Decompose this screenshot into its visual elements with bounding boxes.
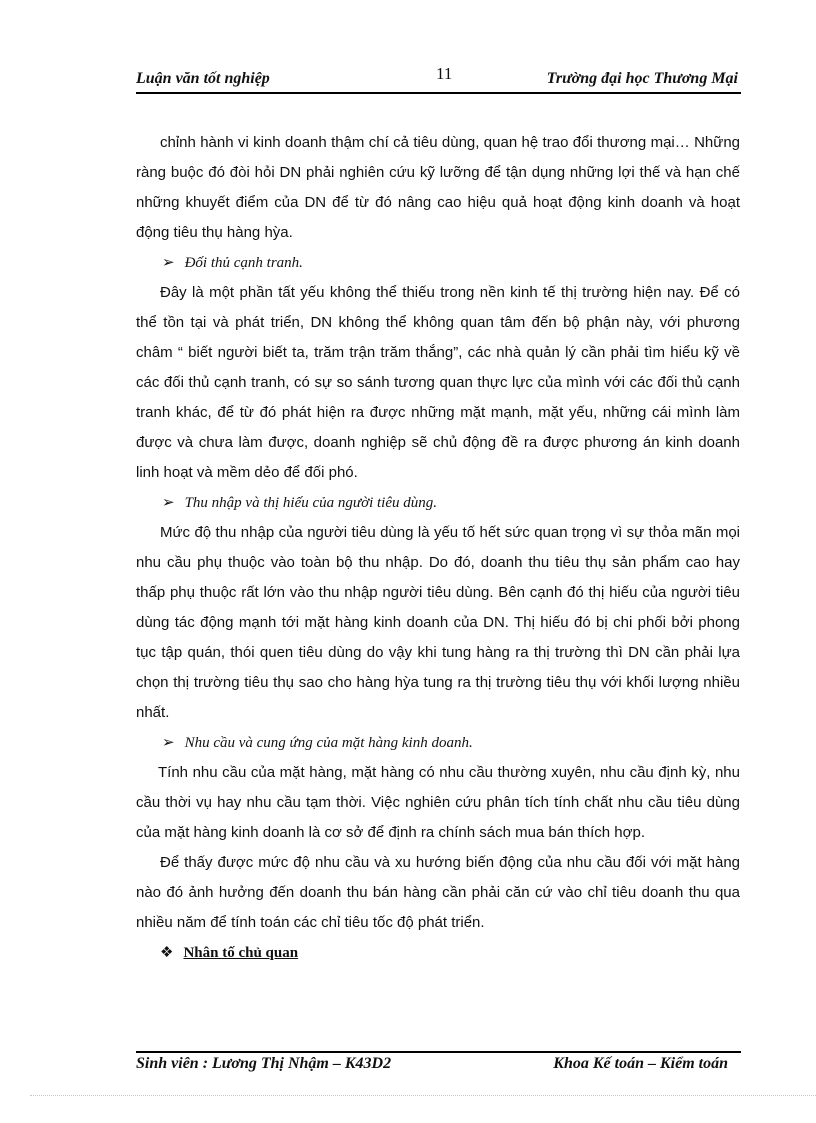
page-body	[136, 128, 740, 968]
section-subheading	[136, 938, 740, 968]
paragraph: Mức độ thu nhập của người tiêu dùng là yếu tố hết sức quan trọng vì sự thỏa mãn mọi nhu cầu phụ thuộc vào toàn bộ thu nhập. Do đó, doanh thu tiêu thụ sản phẩm cao hay thấp phụ thuộc rất lớn vào thu nhập người tiêu dùng. Bên cạnh đó thị hiếu của người tiêu dùng tác động mạnh tới mặt hàng kinh doanh của DN. Thị hiếu đó bị chi phối bởi phong tục tập quán, thói quen tiêu dùng do vậy khi tung hàng ra thị trường thì DN cần phải lựa chọn thị trường tiêu thụ sao cho hàng hỳa tung ra thị trường tiêu thụ với khối lượng nhiều nhất.	[136, 524, 740, 721]
bullet-text: Thu nhập và thị hiếu của người tiêu dùng.	[184, 495, 437, 511]
bullet-text: Đối thủ cạnh tranh.	[184, 255, 303, 271]
page-number: 11	[436, 64, 453, 83]
footer-department: Khoa Kế toán – Kiểm toán	[553, 1055, 728, 1072]
bullet-item	[136, 248, 740, 278]
bullet-item	[136, 728, 740, 758]
arrow-bullet-icon: ➢	[162, 494, 175, 511]
arrow-bullet-icon: ➢	[162, 254, 175, 271]
subheading-text: Nhân tố chủ quan	[183, 945, 299, 961]
arrow-bullet-icon: ➢	[162, 734, 175, 751]
page-footer	[136, 1055, 740, 1079]
diamond-bullet-icon: ❖	[160, 945, 174, 961]
bullet-item	[136, 488, 740, 518]
header-divider	[136, 92, 741, 94]
paragraph: Tính nhu cầu của mặt hàng, mặt hàng có nhu cầu thường xuyên, nhu cầu định kỳ, nhu cầu thời vụ hay nhu cầu tạm thời. Việc nghiên cứu phân tích tính chất nhu cầu tiêu dùng của mặt hàng kinh doanh là cơ sở để định ra chính sách mua bán thích hợp.	[136, 764, 740, 841]
page-header	[136, 60, 740, 92]
paragraph: Đây là một phần tất yếu không thể thiếu trong nền kinh tế thị trường hiện nay. Để có thể tồn tại và phát triển, DN không thể không quan tâm đến bộ phận này, với phương châm “ biết người biết ta, trăm trận trăm thắng”, các nhà quản lý cần phải tìm hiểu kỹ về các đối thủ cạnh tranh, có sự so sánh tương quan thực lực của mình với các đối thủ cạnh tranh khác, để từ đó phát hiện ra được những mặt mạnh, mặt yếu, những cái mình làm được và chưa làm được, doanh nghiệp sẽ chủ động đề ra được phương án kinh doanh linh hoạt và mềm dẻo để đối phó.	[136, 284, 740, 481]
footer-student: Sinh viên : Lương Thị Nhậm – K43D2	[136, 1055, 392, 1072]
paragraph: chỉnh hành vi kinh doanh thậm chí cả tiêu dùng, quan hệ trao đổi thương mại… Những ràng buộc đó đòi hỏi DN phải nghiên cứu kỹ lưỡng để tận dụng những lợi thế và hạn chế những khuyết điểm của DN để từ đó nâng cao hiệu quả hoạt động kinh doanh và hoạt động tiêu thụ hàng hỳa.	[136, 134, 740, 241]
header-university: Trường đại học Thương Mại	[546, 70, 738, 87]
header-thesis-title: Luận văn tốt nghiệp	[136, 70, 270, 87]
footer-divider	[136, 1051, 741, 1053]
bullet-text: Nhu cầu và cung ứng của mặt hàng kinh doanh.	[184, 735, 473, 751]
paragraph: Để thấy được mức độ nhu cầu và xu hướng biến động của nhu cầu đối với mặt hàng nào đó ảnh hưởng đến doanh thu bán hàng cần phải căn cứ vào chỉ tiêu doanh thu qua nhiều năm để tính toán các chỉ tiêu tốc độ phát triển.	[136, 854, 740, 931]
page-boundary-line	[30, 1095, 816, 1096]
